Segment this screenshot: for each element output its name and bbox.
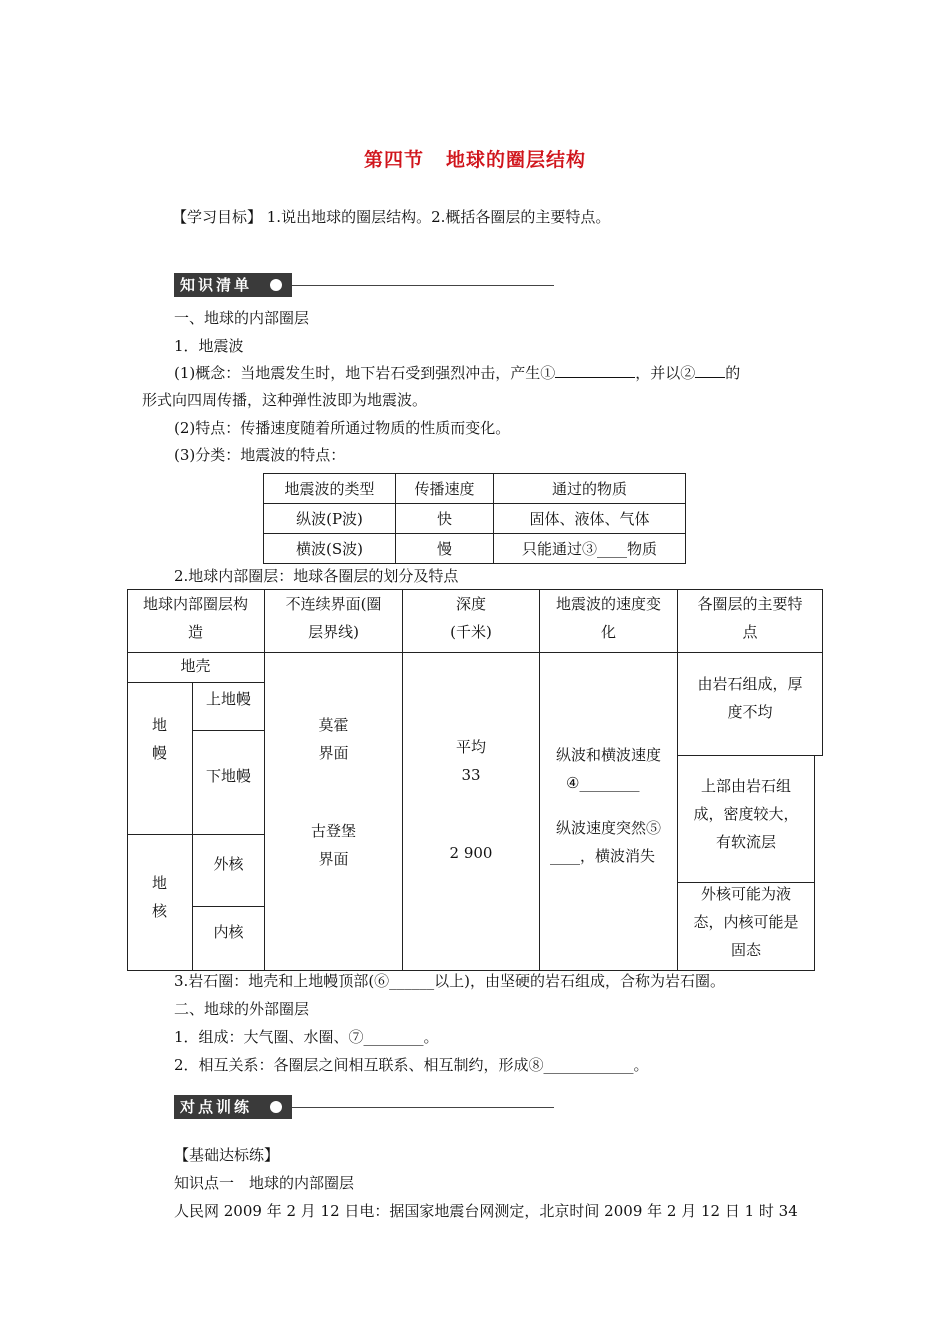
seismic-wave-table xyxy=(263,473,686,564)
header-features-line1: 各圈层的主要特 xyxy=(697,595,803,613)
concept-text-a: (1)概念：当地震发生时，地下岩石受到强烈冲击，产生① xyxy=(174,364,556,382)
cell-speed-gutenberg-line2: ____，横波消失 xyxy=(550,847,656,865)
blank-1[interactable] xyxy=(555,363,635,378)
cell-mantle-char2: 幔 xyxy=(151,744,167,762)
learning-objectives: 【学习目标】 1.说出地球的圈层结构。2.概括各圈层的主要特点。 xyxy=(172,208,611,226)
subheading-seismic-wave: 1．地震波 xyxy=(174,337,244,355)
title-section-number: 第四节 xyxy=(363,149,424,171)
cell-core xyxy=(127,869,192,925)
cell-core-char1: 地 xyxy=(151,874,167,892)
header-speed-line1: 地震波的速度变 xyxy=(555,595,661,613)
cell-depth-33: 33 xyxy=(461,766,481,784)
concept-text-b: ，并以② xyxy=(635,364,696,382)
cell-speed-gutenberg xyxy=(540,814,677,870)
cell-feature-core xyxy=(678,880,814,964)
header-depth-line2: (千米) xyxy=(450,623,492,641)
wave-s-medium: 只能通过③____物质 xyxy=(494,534,686,564)
cell-speed-moho-blank: ④________ xyxy=(566,774,640,792)
banner-dot-icon xyxy=(270,1101,282,1113)
wave-header-speed: 传播速度 xyxy=(396,474,494,504)
section-heading-inner: 一、地球的内部圈层 xyxy=(174,309,310,327)
cell-feature-mantle xyxy=(678,772,814,856)
blank-2[interactable] xyxy=(695,363,725,378)
wave-s-speed: 慢 xyxy=(396,534,494,564)
wave-header-medium: 通过的物质 xyxy=(494,474,686,504)
cell-lower-mantle: 下地幔 xyxy=(205,767,251,785)
lithosphere-line: 3.岩石圈：地壳和上地幔顶部(⑥______以上)，由坚硬的岩石组成，合称为岩石圈。 xyxy=(174,972,726,990)
wave-p-type: 纵波(P波) xyxy=(264,504,396,534)
header-boundary-line1: 不连续界面(圈 xyxy=(285,595,382,613)
cell-feature-mantle-line1: 上部由岩石组 xyxy=(700,777,791,795)
concept-line xyxy=(174,363,740,383)
cell-gutenberg-line1: 古登堡 xyxy=(310,822,356,840)
cell-depth-average: 平均 xyxy=(455,738,486,756)
cell-core-char2: 核 xyxy=(151,902,167,920)
banner-label: 知识清单 xyxy=(174,273,292,297)
cell-feature-crust xyxy=(678,670,822,726)
header-structure xyxy=(127,590,264,646)
header-speed-change xyxy=(540,590,677,646)
feature-line: (2)特点：传播速度随着所通过物质的性质而变化。 xyxy=(174,419,511,437)
cell-outer-core: 外核 xyxy=(213,855,244,873)
banner-rule xyxy=(292,1107,554,1108)
section-heading-outer: 二、地球的外部圈层 xyxy=(174,1000,310,1018)
cell-feature-mantle-line3: 有软流层 xyxy=(715,833,776,851)
banner-dot-icon xyxy=(270,279,282,291)
header-features-line2: 点 xyxy=(742,623,758,641)
header-boundary-line2: 层界线) xyxy=(308,623,359,641)
page-title xyxy=(0,145,950,172)
basic-practice-heading: 【基础达标练】 xyxy=(174,1146,280,1164)
cell-crust: 地壳 xyxy=(180,657,211,675)
cell-gutenberg xyxy=(265,817,402,873)
outer-composition: 1．组成：大气圈、水圈、⑦________。 xyxy=(174,1028,439,1046)
wave-header-type: 地震波的类型 xyxy=(264,474,396,504)
cell-speed-moho-line1: 纵波和横波速度 xyxy=(555,746,661,764)
wave-s-type: 横波(S波) xyxy=(264,534,396,564)
cell-moho-line1: 莫霍 xyxy=(318,716,349,734)
cell-inner-core: 内核 xyxy=(213,923,244,941)
cell-mantle xyxy=(127,711,192,767)
header-depth-line1: 深度 xyxy=(455,595,486,613)
cell-gutenberg-line2: 界面 xyxy=(318,850,349,868)
banner-label: 对点训练 xyxy=(174,1095,292,1119)
cell-upper-mantle: 上地幔 xyxy=(205,690,251,708)
news-paragraph: 人民网 2009 年 2 月 12 日电：据国家地震台网测定，北京时间 2009 年 2 月 12 日 1 时 34 xyxy=(174,1202,798,1220)
banner-rule xyxy=(292,285,554,286)
layer-table-caption: 2.地球内部圈层：地球各圈层的划分及特点 xyxy=(174,567,459,585)
header-structure-line2: 造 xyxy=(187,623,203,641)
cell-feature-core-line3: 固态 xyxy=(730,941,761,959)
cell-depth-moho xyxy=(403,733,539,789)
header-speed-line2: 化 xyxy=(600,623,616,641)
classify-line: (3)分类：地震波的特点： xyxy=(174,446,346,464)
header-boundary xyxy=(265,590,402,646)
cell-feature-core-line2: 态，内核可能是 xyxy=(693,913,799,931)
concept-line-2: 形式向四周传播，这种弹性波即为地震波。 xyxy=(142,391,428,409)
cell-feature-crust-line1: 由岩石组成，厚 xyxy=(697,675,803,693)
cell-depth-gutenberg: 2 900 xyxy=(449,844,493,862)
cell-feature-mantle-line2: 成，密度较大， xyxy=(693,805,799,823)
cell-feature-core-line1: 外核可能为液 xyxy=(700,885,791,903)
cell-moho-line2: 界面 xyxy=(318,744,349,762)
cell-feature-crust-line2: 度不均 xyxy=(727,703,773,721)
wave-p-speed: 快 xyxy=(396,504,494,534)
header-structure-line1: 地球内部圈层构 xyxy=(142,595,248,613)
cell-mantle-char1: 地 xyxy=(151,716,167,734)
outer-relationship: 2．相互关系：各圈层之间相互联系、相互制约，形成⑧____________。 xyxy=(174,1056,649,1074)
header-depth xyxy=(403,590,539,646)
wave-p-medium: 固体、液体、气体 xyxy=(494,504,686,534)
header-features xyxy=(678,590,822,646)
cell-speed-gutenberg-line1: 纵波速度突然⑤ xyxy=(555,819,661,837)
cell-moho xyxy=(265,711,402,767)
knowledge-point-1: 知识点一 地球的内部圈层 xyxy=(174,1174,355,1192)
cell-speed-moho xyxy=(540,741,677,797)
concept-text-c: 的 xyxy=(725,364,741,382)
title-text: 地球的圈层结构 xyxy=(446,149,587,171)
